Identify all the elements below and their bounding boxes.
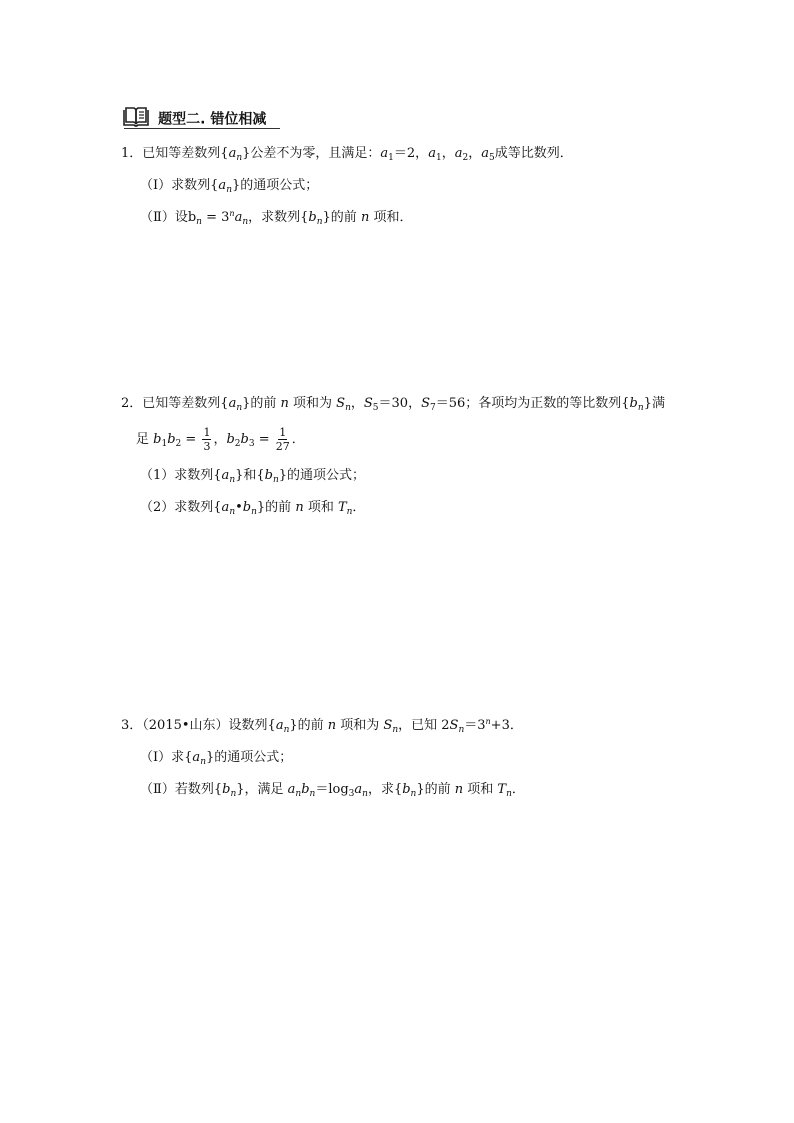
- math-text: n: [327, 718, 337, 733]
- math-text: （Ⅰ）求数列{: [140, 178, 219, 193]
- math-text: n: [454, 782, 464, 797]
- math-text: }的前: [416, 782, 455, 797]
- math-text: n: [316, 217, 323, 227]
- math-text: a: [228, 146, 237, 161]
- math-text: 2: [175, 439, 182, 449]
- math-text: n: [229, 507, 236, 517]
- math-text: a: [221, 500, 230, 515]
- q1-stem: [121, 146, 573, 162]
- math-text: b: [222, 782, 231, 797]
- math-text: （2015•山东）设数列{: [142, 718, 276, 733]
- math-text: }的前: [322, 210, 361, 225]
- math-text: a: [454, 146, 463, 161]
- math-text: ．: [511, 782, 525, 797]
- math-text: ，求数列{: [248, 210, 309, 225]
- math-text: }的通项公式；: [231, 178, 319, 193]
- math-text: n: [196, 217, 202, 227]
- math-text: 2: [462, 153, 469, 163]
- math-text: b: [301, 782, 310, 797]
- math-text: （1）求数列{: [140, 468, 222, 483]
- math-text: n: [458, 725, 465, 735]
- math-text: n: [236, 153, 243, 163]
- math-text: ＝2，: [393, 146, 429, 161]
- math-text: 7: [429, 403, 436, 413]
- math-text: 足: [136, 432, 154, 447]
- math-text: a: [221, 468, 230, 483]
- math-text: （2）求数列{: [140, 500, 222, 515]
- math-text: 项和: [303, 500, 338, 515]
- math-text: b: [226, 432, 235, 447]
- math-text: n: [226, 185, 232, 195]
- math-text: n: [345, 403, 351, 413]
- math-text: n: [410, 789, 417, 799]
- math-text: ，: [213, 432, 227, 447]
- math-text: a: [218, 178, 227, 193]
- q1-part2: [140, 210, 412, 226]
- math-text: a: [428, 146, 436, 161]
- math-text: }的前: [242, 396, 281, 411]
- math-text: }和{: [235, 468, 265, 483]
- math-text: }的通项公式；: [278, 468, 366, 483]
- math-text: b: [308, 210, 317, 225]
- math-text: S: [421, 396, 430, 411]
- math-text: n: [506, 789, 512, 799]
- math-text: a: [354, 782, 363, 797]
- math-text: n: [280, 396, 289, 411]
- math-text: 已知等差数列{: [142, 146, 229, 161]
- math-text: }的前: [256, 500, 296, 515]
- math-text: n: [360, 210, 370, 225]
- math-text: ，已知 2: [398, 718, 450, 733]
- q3-part1: [140, 750, 292, 766]
- math-text: 1: [279, 426, 287, 439]
- math-text: ＝3: [464, 718, 486, 733]
- math-text: =: [181, 432, 201, 447]
- math-text: 5: [488, 153, 495, 163]
- math-text: b: [629, 396, 638, 411]
- math-text: ，求{: [367, 782, 403, 797]
- math-text: ，: [468, 146, 482, 161]
- math-text: T: [337, 500, 347, 515]
- math-text: 1．: [121, 146, 143, 161]
- math-text: ＝log: [315, 782, 349, 797]
- math-text: }公差不为零，且满足：: [242, 146, 381, 161]
- math-text: •: [235, 500, 243, 515]
- math-text: n: [362, 789, 368, 799]
- fraction-one-27th: [276, 426, 290, 453]
- section-title: 题型二. 错位相减: [158, 111, 267, 128]
- math-text: n: [295, 789, 302, 799]
- math-text: a: [380, 146, 389, 161]
- math-text: n: [485, 717, 491, 726]
- math-text: ，: [441, 146, 455, 161]
- math-text: n: [229, 475, 236, 485]
- math-text: 项和为: [336, 718, 384, 733]
- math-text: 成等比数列．: [494, 146, 573, 161]
- math-text: 项和．: [369, 210, 413, 225]
- math-text: n: [200, 757, 206, 767]
- math-text: n: [392, 725, 399, 735]
- math-text: n: [309, 789, 316, 799]
- math-text: b: [240, 432, 249, 447]
- math-text: n: [346, 507, 353, 517]
- math-text: n: [283, 725, 290, 735]
- math-text: （Ⅱ）若数列{: [140, 782, 223, 797]
- math-text: a: [275, 718, 284, 733]
- math-text: a: [481, 146, 489, 161]
- math-text: a: [234, 210, 243, 225]
- math-text: n: [295, 500, 304, 515]
- q2-stem-line2: [136, 426, 305, 454]
- math-text: T: [497, 782, 507, 797]
- q2-stem-line1: [121, 396, 665, 412]
- math-text: a: [287, 782, 296, 797]
- math-text: 1: [388, 153, 394, 163]
- q1-part1: [140, 178, 318, 194]
- math-text: 2: [234, 439, 241, 449]
- math-text: S: [383, 718, 393, 733]
- math-text: n: [272, 475, 279, 485]
- math-text: ＝56；各项均为正数的等比数列{: [435, 396, 630, 411]
- math-text: =: [254, 432, 274, 447]
- math-text: （Ⅰ）求{: [140, 750, 193, 765]
- math-text: 3: [248, 439, 255, 449]
- math-text: b: [153, 432, 162, 447]
- math-text: ．: [352, 500, 366, 515]
- math-text: 已知等差数列{: [142, 396, 229, 411]
- math-text: = 3: [201, 210, 230, 225]
- math-text: n: [637, 403, 644, 413]
- math-text: 项和: [463, 782, 498, 797]
- math-text: ＝30，: [378, 396, 422, 411]
- math-text: S: [336, 396, 346, 411]
- math-text: n: [229, 209, 235, 218]
- math-text: 1: [435, 153, 442, 163]
- math-text: }，满足: [236, 782, 288, 797]
- math-text: n: [251, 507, 257, 517]
- math-text: 3: [203, 440, 211, 453]
- math-text: b: [242, 500, 252, 515]
- math-text: S: [363, 396, 373, 411]
- q3-part2: [140, 782, 525, 798]
- math-text: n: [242, 217, 249, 227]
- math-text: S: [449, 718, 459, 733]
- math-text: 项和为: [288, 396, 337, 411]
- math-text: b: [402, 782, 411, 797]
- math-text: b: [167, 432, 176, 447]
- math-text: 1: [161, 439, 168, 449]
- math-text: 5: [372, 403, 379, 413]
- math-text: ．: [291, 432, 305, 447]
- math-text: 27: [275, 440, 290, 453]
- math-text: }的通项公式；: [205, 750, 293, 765]
- fraction-one-third: [202, 426, 211, 453]
- math-text: （Ⅱ）设b: [140, 210, 197, 225]
- math-text: +3．: [490, 718, 523, 733]
- q3-stem: [121, 718, 523, 734]
- math-text: ，: [350, 396, 364, 411]
- math-text: n: [230, 789, 237, 799]
- q2-part1: [140, 468, 365, 484]
- math-text: b: [264, 468, 273, 483]
- math-text: }满: [643, 396, 665, 411]
- heading-underline: [124, 128, 280, 129]
- q2-part2: [140, 500, 365, 516]
- math-text: 3．: [121, 718, 143, 733]
- math-text: a: [192, 750, 201, 765]
- math-text: 3: [348, 789, 355, 799]
- math-text: a: [228, 396, 237, 411]
- math-text: 2．: [121, 396, 143, 411]
- math-text: n: [236, 403, 243, 413]
- math-text: 1: [203, 426, 211, 439]
- math-text: }的前: [289, 718, 328, 733]
